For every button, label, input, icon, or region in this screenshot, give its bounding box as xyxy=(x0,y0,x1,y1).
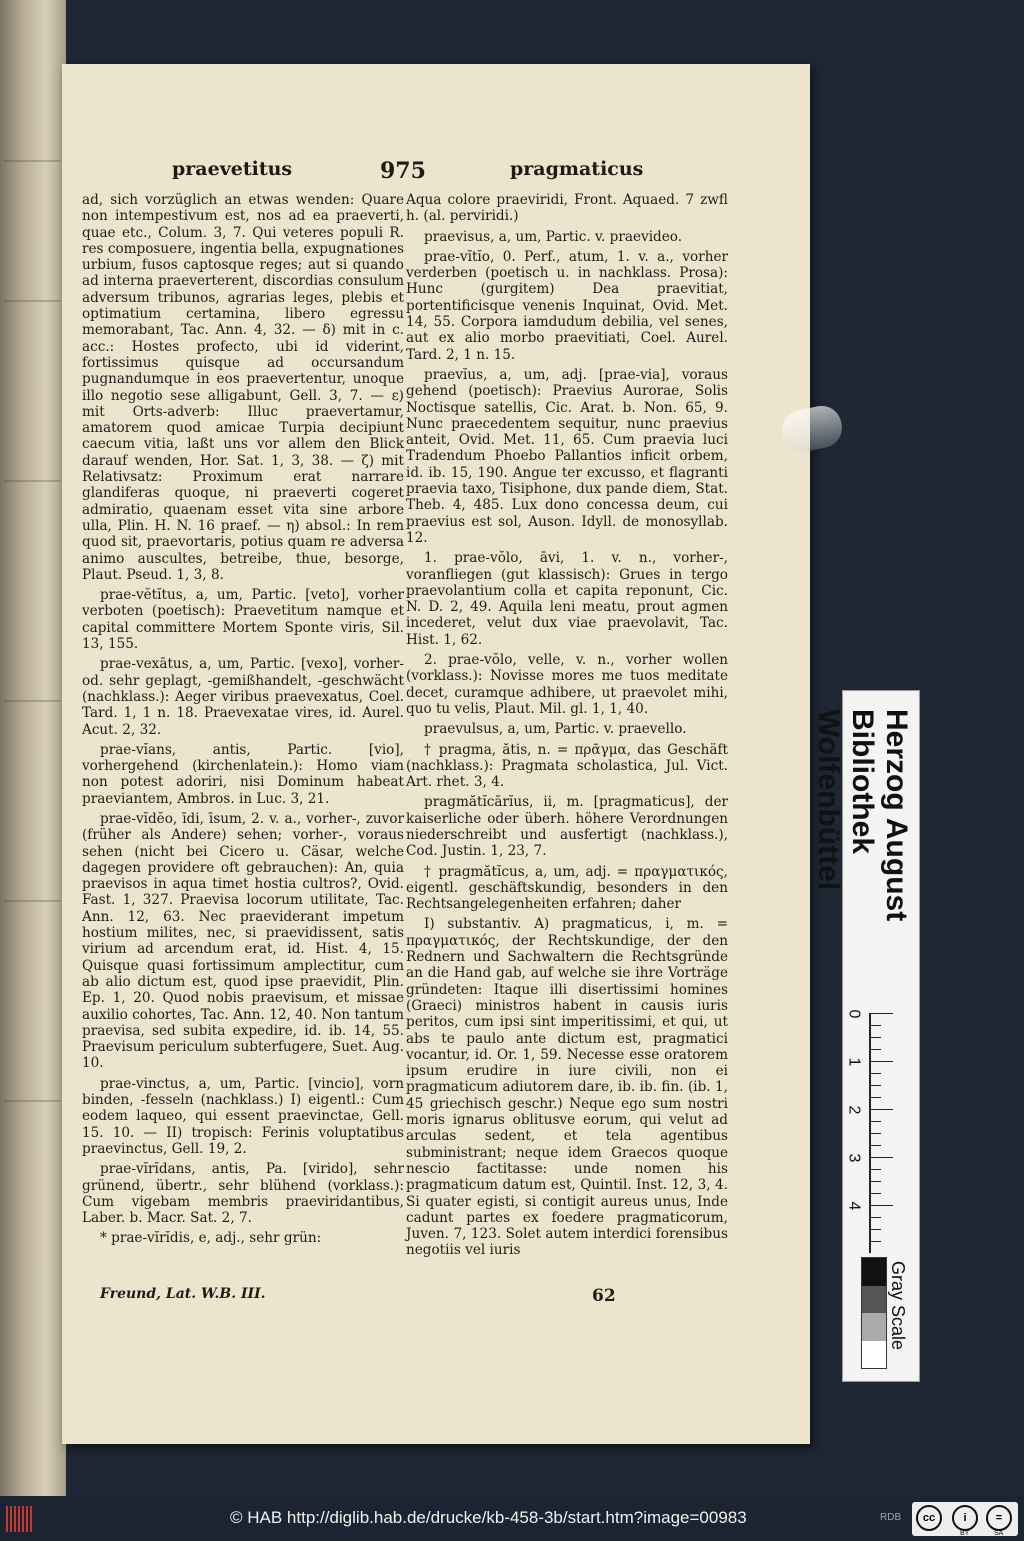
page-footer xyxy=(62,1286,810,1310)
dictionary-entry: I) substantiv. A) pragmaticus, i, m. = πραγματικός, der Rechtskundige, der den Rednern und Sachwaltern die Rechtsgründe an die Hand gab, auf welche sie ihre Vorträge gründeten: Itaque illi disertissimi homines (Graeci) ministros habent in causis iuris peritos, cum ipsi sint imperitissimi, et qui, ut abs te paulo ante dictum est, pragmatici vocantur, id. Or. 1, 59. Necesse esse oratorem ipsum erudire in iure civili, non ei pragmaticum adiutorem dare, ib. ib. fin. (ib. 1, 45 griechisch geschr.) Neque ego sum nostri moris ignarus oblitusve eorum, qui velut ad arculas sedent, et tela agentibus subministrant; neque idem Graecos quoque nescio factitasse: unde nomen his pragmaticum datum est, Quintil. Inst. 12, 3, 4. Si quater egisti, si contigit aureus unus, Inde cadunt partes ex foedere pragmaticorum, Juven. 7, 123. Solet autem interdici forensibus negotiis vel iuris xyxy=(406,916,728,1259)
gray-swatch xyxy=(862,1286,886,1314)
ruler-number: 2 xyxy=(845,1105,863,1115)
dictionary-entry: * prae-vĭrĭdis, e, adj., sehr grün: xyxy=(100,1230,322,1247)
gray-swatch xyxy=(862,1258,886,1286)
dictionary-entry: pragmătĭcārĭus, ii, m. [pragmaticus], der kaiserliche oder überh. höhere Verordnungen niederschreibt und ausfertigt (nachklass.), Cod. Justin. 1, 23, 7. xyxy=(406,794,728,860)
small-code: RDB xyxy=(880,1512,902,1523)
dictionary-entry: prae-vĕtĭtus, a, um, Partic. [veto], vorher verboten (poetisch): Praevetitum namque et capital committere Mortem Sponte viris, Sil. 13, 155. xyxy=(82,587,404,653)
head-right-word: pragmaticus xyxy=(510,158,644,180)
left-column xyxy=(82,192,404,1251)
ruler xyxy=(845,1009,911,1253)
cc-icon: cc xyxy=(916,1505,942,1531)
dictionary-entry: prae-vĭans, antis, Partic. [vio], vorhergehend (kirchenlatein.): Homo viam non potest adoriri, nisi Dominum habeat praeviantem, Ambros. in Luc. 3, 21. xyxy=(82,741,404,807)
ruler-number: 0 xyxy=(845,1009,863,1019)
gray-scale-label: Gray Scale xyxy=(888,1261,908,1351)
ruler-number: 3 xyxy=(845,1153,863,1163)
dictionary-entry: prae-vĭtĭo, 0. Perf., atum, 1. v. a., vorher verderben (poetisch u. in nachklass. Prosa): Hunc (gurgitem) Dea praevitiat, portentificisque venenis Inquinat, Ovid. Met. 14, 55. Corpora iamdudum debilia, vel senes, aut ex alio morbo praevitiati, Coel. Aurel. Tard. 2, 1 n. 15. xyxy=(406,248,728,363)
signature-mark: 62 xyxy=(592,1286,616,1306)
dictionary-entry: prae-vinctus, a, um, Partic. [vincio], vorn binden, -fesseln (nachklass.) I) eigentl.: Cum eodem laqueo, qui essent praevinctae, Gell. 15. 10. — II) tropisch: Ferinis voluptatibus praevinctus, Gell. 19, 2. xyxy=(82,1075,404,1157)
dictionary-entry: prae-vĭdĕo, īdi, īsum, 2. v. a., vorher-, zuvor (früher als Andere) sehen; vorher-, voraus sehen (nicht bei Cicero u. Cäsar, welche dagegen providere oft gebrauchen): An, quia praevisos in aqua timet hostia cultros?, Ovid. Fast. 1, 327. Praevisa locorum utilitate, Tac. Ann. 12, 63. Nec praeviderant impetum hostium milites, nec, si praevidissent, satis virium ad arcendum erat, id. Hist. 4, 15. Quisque quasi fortissimum amplectitur, cum ab alio dictum est, quod ipse praevidit, Plin. Ep. 1, 20. Quod nobis praevisum, et missae auxilio cohortes, Tac. Ann. 12, 40. Non tantum praevisa, sed subita expedire, id. ib. 14, 55. Praevisum periculum subterfugere, Suet. Aug. 10. xyxy=(82,810,404,1072)
dictionary-entry: † pragmătĭcus, a, um, adj. = πραγματικός, eigentl. geschäftskundig, besonders in den Rechtsangelegenheiten erfahren; daher xyxy=(406,863,728,913)
copyright-link[interactable]: © HAB http://diglib.hab.de/drucke/kb-458-3b/start.htm?image=00983 xyxy=(230,1508,747,1527)
ruler-number: 4 xyxy=(845,1201,863,1211)
color-scale-card xyxy=(812,690,920,1382)
gray-swatch xyxy=(862,1313,886,1341)
dictionary-entry: praevulsus, a, um, Partic. v. praevello. xyxy=(424,721,687,738)
dictionary-entry: praevĭus, a, um, adj. [prae-via], voraus gehend (poetisch): Praevius Aurorae, Solis Noctisque satellis, Cic. Arat. b. Non. 65, 9. Nunc praecedentem sequitur, nunc praevius anteit, Ovid. Met. 11, 65. Cum praevia luci Tradendum Phoebo Pallantios inficit orbem, id. ib. 15, 190. Angue ter excusso, et flagranti praevia taxo, Tisiphone, dux pande diem, Stat. Theb. 4, 485. Lux dono concessa deum, cui praevius est sol, Auson. Idyll. de monosyllab. 12. xyxy=(406,366,728,546)
by-icon: i xyxy=(952,1505,978,1531)
running-head xyxy=(62,158,810,188)
sa-label: SA xyxy=(994,1530,1004,1537)
dictionary-entry: Aqua colore praeviridi, Front. Aquaed. 7 zwfl h. (al. perviridi.) xyxy=(406,192,728,225)
bottom-credit-bar xyxy=(0,1496,1024,1541)
book-page xyxy=(62,64,810,1444)
library-name: Herzog August Bibliothek Wolfenbüttel xyxy=(812,709,913,922)
head-left-word: praevetitus xyxy=(172,158,293,180)
dictionary-entry: praevisus, a, um, Partic. v. praevideo. xyxy=(424,228,683,245)
page-number: 975 xyxy=(380,158,426,184)
right-column xyxy=(406,192,728,1263)
cc-license-badge[interactable] xyxy=(912,1502,1018,1536)
ruler-number: 1 xyxy=(845,1057,863,1067)
sa-icon: = xyxy=(986,1505,1012,1531)
dictionary-entry: prae-vĭrĭdans, antis, Pa. [virido], sehr grünend, übertr., sehr blühend (vorklass.): Cum vigebam membris praeviridantibus, Laber. b. Macr. Sat. 2, 7. xyxy=(82,1161,404,1227)
dictionary-entry: prae-vexātus, a, um, Partic. [vexo], vorher- od. sehr geplagt, -gemißhandelt, -geschwächt (nachklass.): Aeger viribus praevexatus, Coel. Tard. 1, 1 n. 18. Praevexatae vires, id. Aurel. Acut. 2, 32. xyxy=(82,656,404,738)
dictionary-entry: 1. prae-vŏlo, āvi, 1. v. n., vorher-, voranfliegen (gut klassisch): Grues in tergo praevolantium colla et capita reponunt, Cic. N. D. 2, 49. Aquila leni meatu, prout agmen incederet, velut dux viae praevolavit, Tac. Hist. 1, 62. xyxy=(406,550,728,648)
dictionary-entry: † pragma, ătis, n. = πρᾶγμα, das Geschäft (nachklass.): Pragmata scholastica, Jul. Vict. Art. rhet. 3, 4. xyxy=(406,741,728,791)
left-page-edge xyxy=(0,0,66,1496)
gray-swatch xyxy=(862,1341,886,1369)
by-label: BY xyxy=(960,1530,970,1537)
dictionary-entry: 2. prae-vŏlo, velle, v. n., vorher wollen (vorklass.): Novisse mores me tuos meditate decet, curamque adhibere, ut praevolet mihi, quo tu velis, Plaut. Mil. gl. 1, 1, 40. xyxy=(406,652,728,717)
footer-imprint: Freund, Lat. W.B. III. xyxy=(100,1286,266,1302)
dictionary-entry: ad, sich vorzüglich an etwas wenden: Quare non intempestivum est, nos ad ea praeverti, quae etc., Colum. 3, 7. Qui veteres populi R. res composuere, ingentia bella, expugnationes urbium, fusos captosque reges; aut si quando ad interna praeverterent, discordias consulum adversum tribunos, agrarias leges, plebis et optimatium certamina, libero egressu memorabant, Tac. Ann. 4, 32. — δ) mit in c. acc.: Hostes profecto, ubi id viderint, fortissimus quisque ad occursandum pugnandumque in eos praevertentur, unoque illo negotio sese alligabunt, Gell. 3, 7. — ε) mit Orts-adverb: Illuc praevertamur, amatorem quod amicae Turpia decipiunt caecum vitia, laßt uns vor allem den Blick darauf wenden, Hor. Sat. 1, 3, 38. — ζ) mit Relativsatz: Proximum erat narrare glandiferas quoque, ni praeverti cogeret admiratio, quaenam esset vita sine arbore ulla, Plin. H. N. 16 praef. — η) absol.: In rem quod sit, praevortaris, potius quam re adversa animo auscultes, betreibe, thue, besorge, Plaut. Pseud. 1, 3, 8. xyxy=(82,192,404,583)
hab-logo-icon xyxy=(6,1506,36,1532)
gray-scale-swatches xyxy=(861,1257,887,1369)
